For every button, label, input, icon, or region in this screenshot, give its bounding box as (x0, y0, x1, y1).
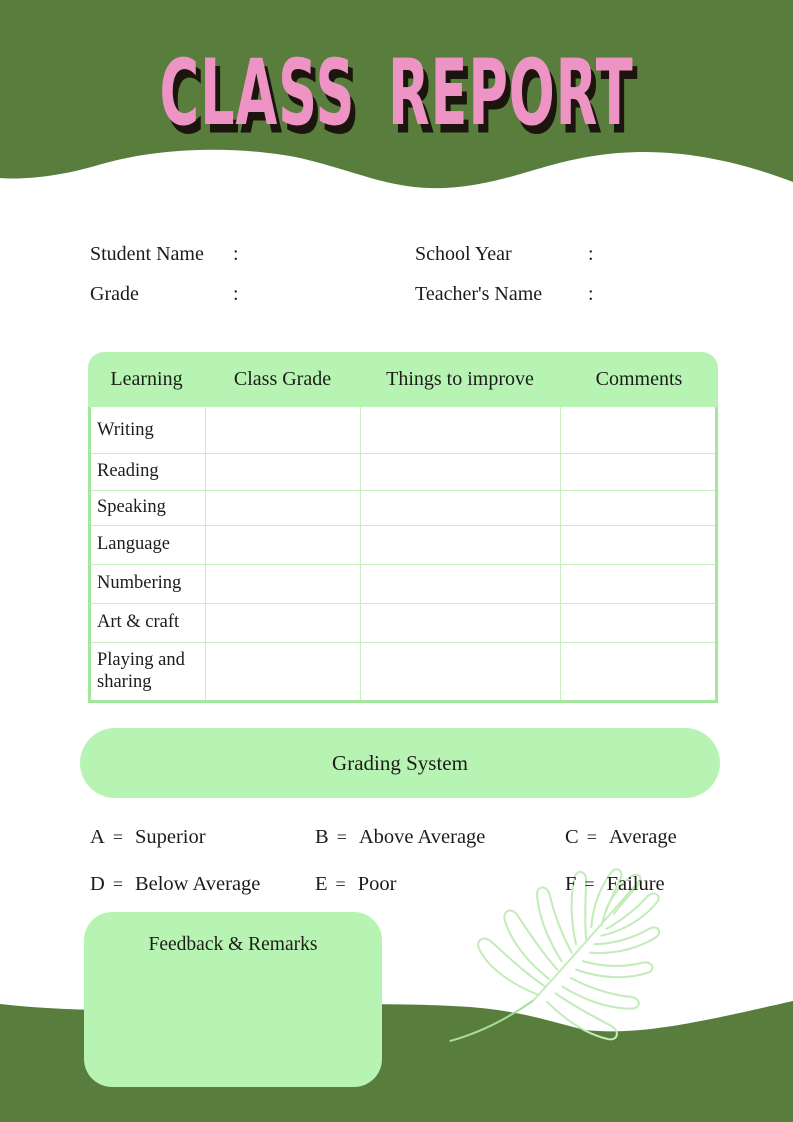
table-row (91, 525, 715, 564)
row-label-playing-sharing: Playing and sharing (91, 642, 205, 700)
column-header-comments: Comments (595, 368, 683, 390)
legend-item-c (565, 820, 715, 854)
comments-cell[interactable] (560, 525, 715, 564)
grade-field (90, 274, 415, 314)
skills-table (88, 352, 718, 703)
school-year-colon: : (588, 242, 594, 265)
table-row (91, 603, 715, 642)
teacher-name-field (415, 274, 710, 314)
grading-system-banner (80, 728, 720, 798)
teacher-name-label: Teacher's Name (415, 282, 543, 305)
school-year-field (415, 234, 710, 274)
equals-sign: = (584, 873, 595, 894)
table-row (91, 407, 715, 453)
equals-sign: = (112, 826, 123, 847)
equals-sign: = (586, 826, 597, 847)
student-info-section (90, 234, 710, 314)
legend-letter: B (315, 825, 329, 848)
grade-cell[interactable] (205, 407, 360, 453)
column-header-class-grade: Class Grade (233, 368, 332, 390)
grade-cell[interactable] (205, 490, 360, 525)
legend-letter: A (90, 825, 105, 848)
table-row (91, 642, 715, 700)
legend-letter: E (315, 872, 328, 895)
feedback-remarks-heading: Feedback & Remarks (148, 934, 318, 955)
table-row (91, 490, 715, 525)
grade-label: Grade (90, 282, 139, 305)
legend-item-e (315, 867, 565, 901)
legend-item-b (315, 820, 565, 854)
legend-term: Poor (357, 872, 397, 895)
column-header-things-to-improve: Things to improve (386, 368, 534, 390)
student-name-colon: : (233, 242, 239, 265)
legend-term: Above Average (358, 825, 486, 848)
improve-cell[interactable] (360, 525, 560, 564)
legend-term: Superior (134, 825, 206, 848)
skills-table-body (88, 407, 718, 703)
legend-letter: F (565, 872, 577, 895)
column-header-learning: Learning (110, 368, 183, 390)
improve-cell[interactable] (360, 564, 560, 603)
legend-item-f (565, 867, 715, 901)
comments-cell[interactable] (560, 407, 715, 453)
grading-legend (90, 820, 715, 901)
grade-cell[interactable] (205, 642, 360, 700)
comments-cell[interactable] (560, 603, 715, 642)
improve-cell[interactable] (360, 490, 560, 525)
grading-system-heading: Grading System (332, 750, 468, 775)
legend-item-a (90, 820, 315, 854)
improve-cell[interactable] (360, 453, 560, 490)
student-info-right-column (415, 234, 710, 314)
improve-cell[interactable] (360, 407, 560, 453)
row-label-art-craft: Art & craft (91, 603, 205, 642)
row-label-numbering: Numbering (91, 564, 205, 603)
legend-term: Average (608, 825, 677, 848)
school-year-value[interactable] (602, 240, 710, 268)
row-label-reading: Reading (91, 453, 205, 490)
row-label-writing: Writing (91, 407, 205, 453)
comments-cell[interactable] (560, 490, 715, 525)
row-label-speaking: Speaking (91, 490, 205, 525)
teacher-name-value[interactable] (602, 280, 710, 308)
table-row (91, 564, 715, 603)
student-name-label: Student Name (90, 242, 204, 265)
improve-cell[interactable] (360, 603, 560, 642)
equals-sign: = (112, 873, 123, 894)
comments-cell[interactable] (560, 564, 715, 603)
student-name-field (90, 234, 415, 274)
grade-cell[interactable] (205, 564, 360, 603)
equals-sign: = (335, 873, 346, 894)
grade-cell[interactable] (205, 525, 360, 564)
improve-cell[interactable] (360, 642, 560, 700)
legend-term: Failure (606, 872, 665, 895)
equals-sign: = (336, 826, 347, 847)
row-label-language: Language (91, 525, 205, 564)
grade-value[interactable] (247, 280, 415, 308)
student-info-left-column (90, 234, 415, 314)
table-row (91, 453, 715, 490)
comments-cell[interactable] (560, 453, 715, 490)
grade-colon: : (233, 282, 239, 305)
student-name-value[interactable] (247, 240, 415, 268)
legend-letter: D (90, 872, 105, 895)
legend-letter: C (565, 825, 579, 848)
teacher-name-colon: : (588, 282, 594, 305)
legend-item-d (90, 867, 315, 901)
grade-cell[interactable] (205, 603, 360, 642)
grade-cell[interactable] (205, 453, 360, 490)
skills-table-header (88, 352, 718, 407)
legend-term: Below Average (134, 872, 261, 895)
feedback-remarks-box (84, 912, 382, 1087)
page-title: CLASS REPORT (159, 40, 634, 147)
school-year-label: School Year (415, 242, 512, 265)
comments-cell[interactable] (560, 642, 715, 700)
feedback-remarks-input-area[interactable] (98, 968, 368, 1073)
